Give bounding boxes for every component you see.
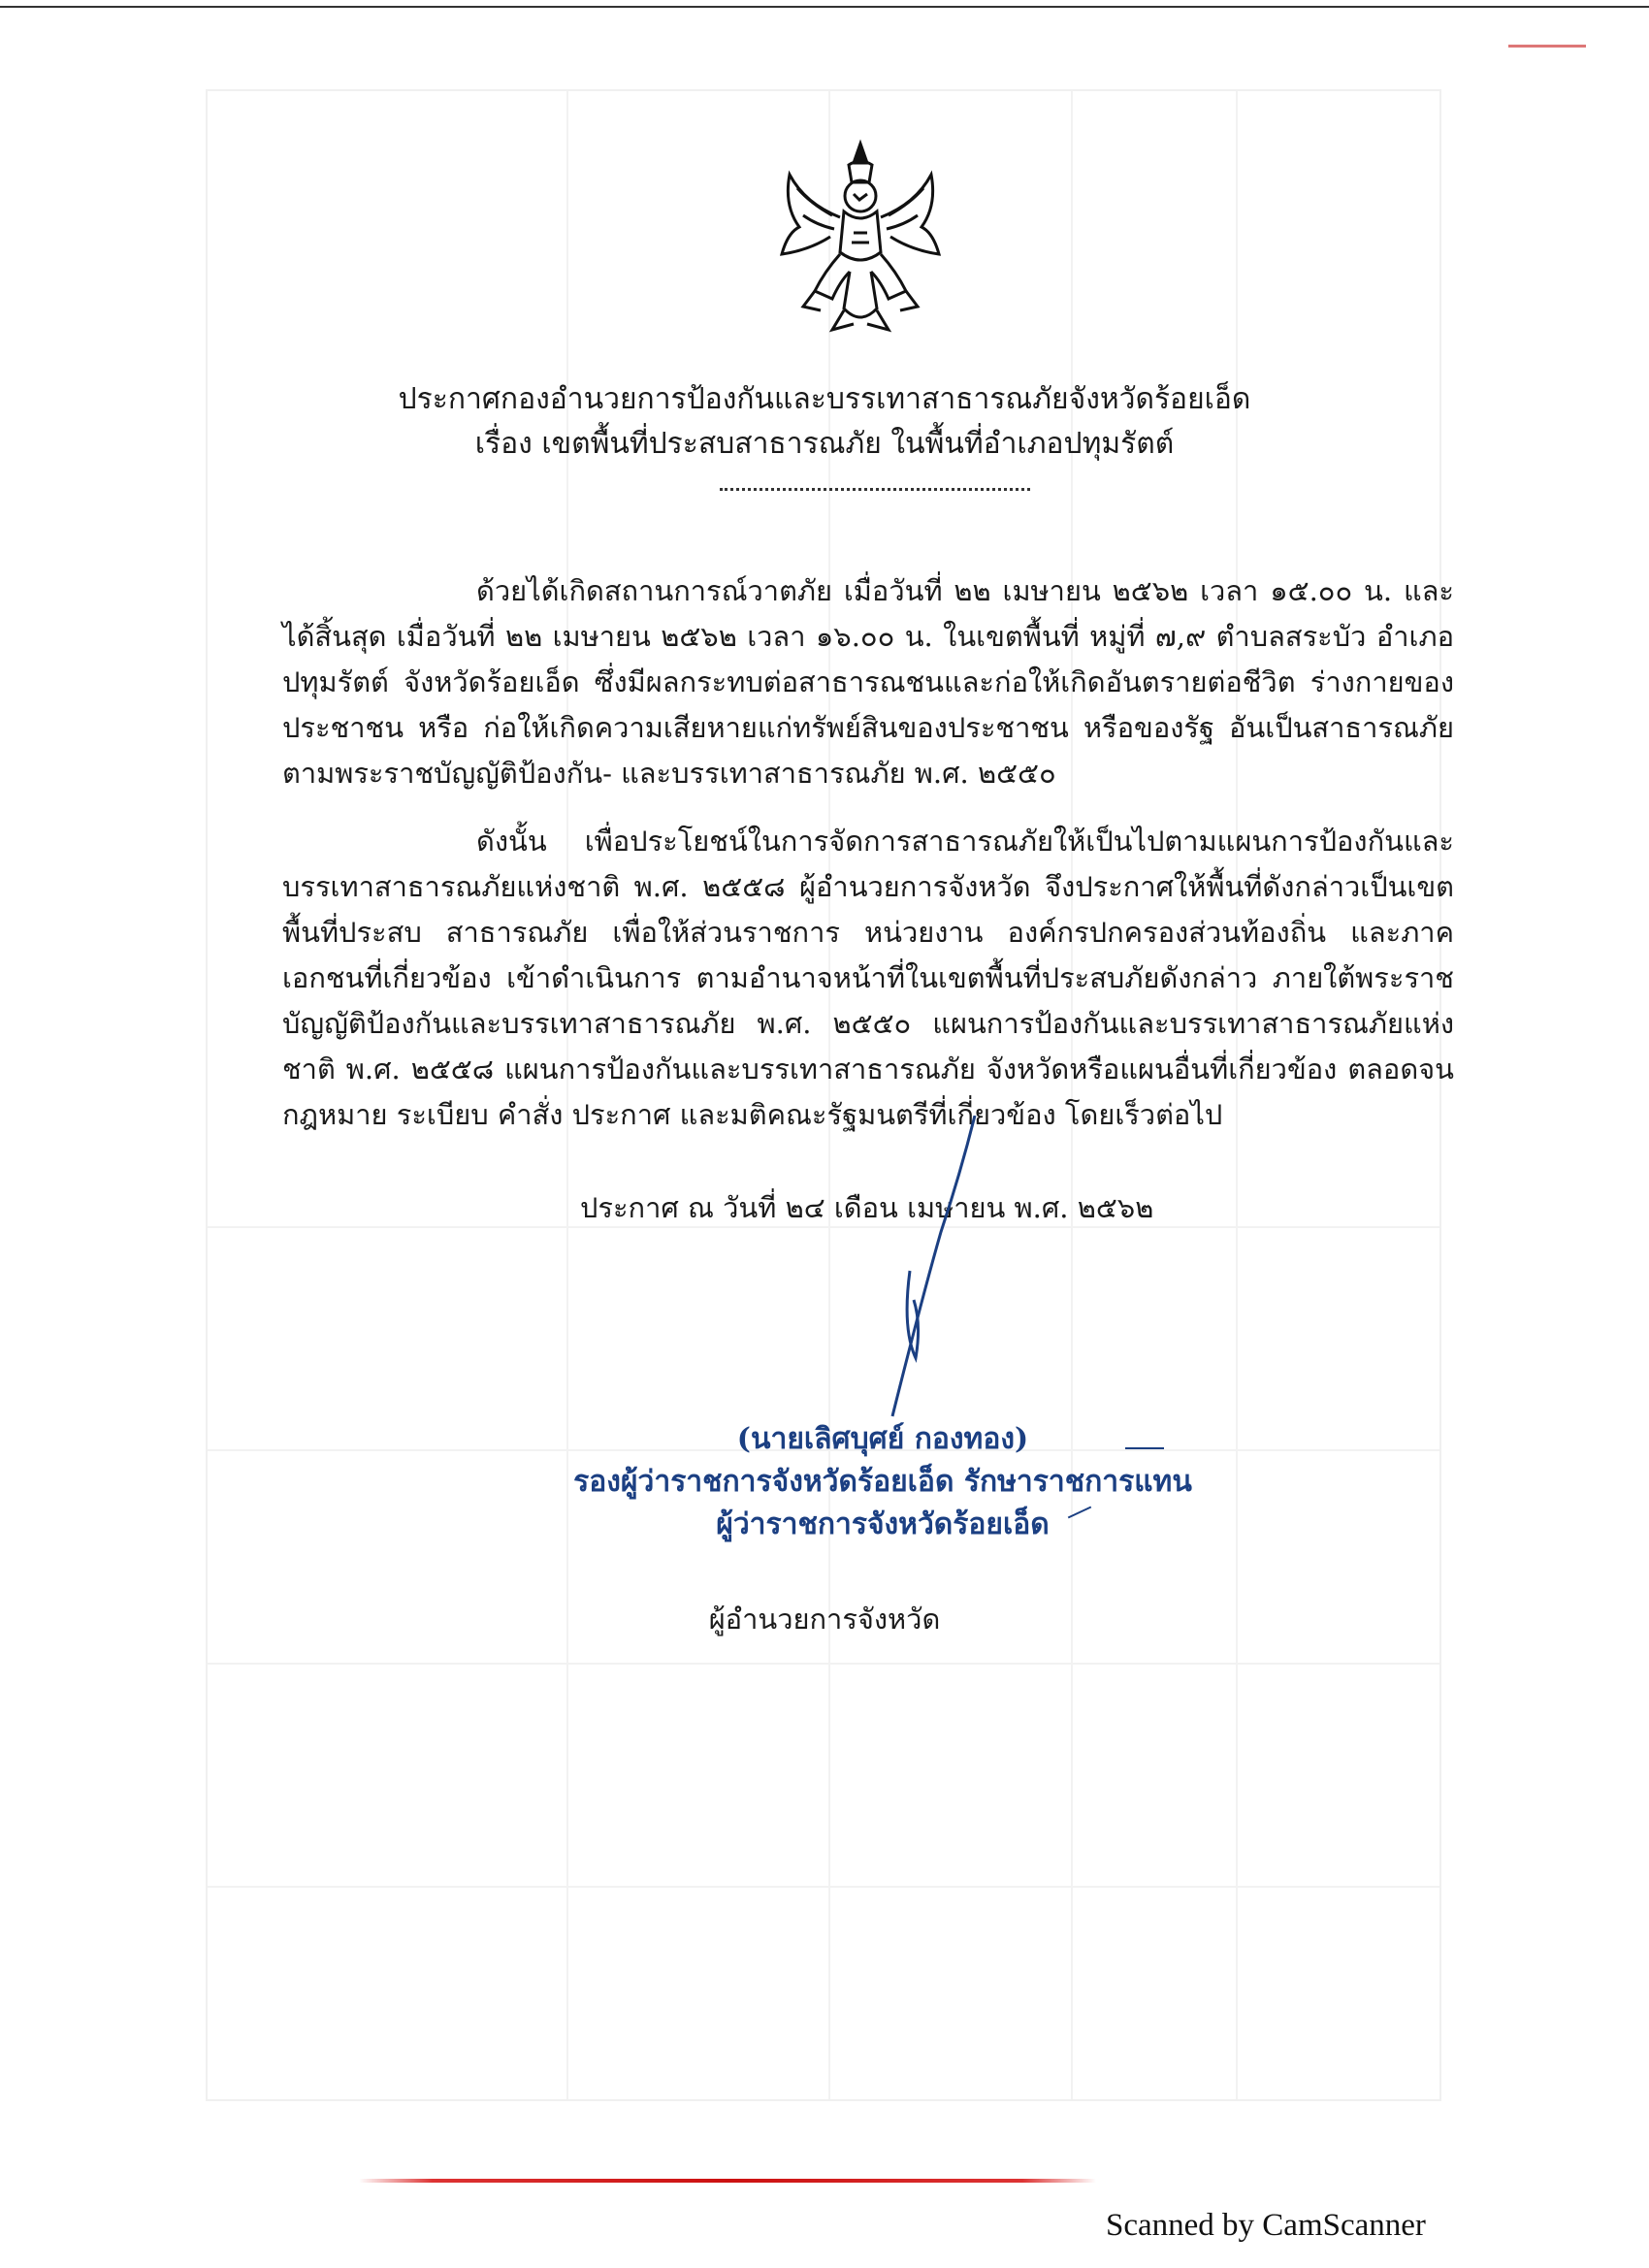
paragraph-incident-text: ด้วยได้เกิดสถานการณ์วาตภัย เมื่อวันที่ ๒๒ เมษายน ๒๕๖๒ เวลา ๑๕.๐๐ น. และได้สิ้นสุด เมื่อวันที่ ๒๒ เมษายน ๒๕๖๒ เวลา ๑๖.๐๐ น. ในเขตพื้นที่ หมู่ที่ ๗,๙ ตำบลสระบัว อำเภอปทุมรัตต์ จังหวัดร้อยเอ็ด ซึ่งมีผลกระทบต่อสาธารณชนและก่อให้เกิดอันตรายต่อชีวิต ร่างกายของประชาชน หรือ ก่อให้เกิดความเสียหายแก่ทรัพย์สินของประชาชน หรือของรัฐ อันเป็นสาธารณภัยตามพระราชบัญญัติป้องกัน- และบรรเทาสาธารณภัย พ.ศ. ๒๕๕๐ [282,574,1454,790]
scanner-watermark: Scanned by CamScanner [1106,2208,1426,2243]
signer-name: (นายเลิศบุศย์ กองทอง) [736,1422,1029,1456]
signer-role: ผู้อำนวยการจังหวัด [708,1603,941,1636]
top-scan-edge [0,6,1649,8]
paragraph-incident [282,568,1454,796]
signer-title-governor: ผู้ว่าราชการจังหวัดร้อยเอ็ด [716,1507,1050,1541]
title-divider [720,488,1030,491]
paragraph-declaration-text: ดังนั้น เพื่อประโยชน์ในการจัดการสาธารณภัยให้เป็นไปตามแผนการป้องกันและ บรรเทาสาธารณภัยแห่งชาติ พ.ศ. ๒๕๕๘ ผู้อำนวยการจังหวัด จึงประกาศให้พื้นที่ดังกล่าวเป็นเขตพื้นที่ประสบ สาธารณภัย เพื่อให้ส่วนราชการ หน่วยงาน องค์กรปกครองส่วนท้องถิ่น และภาคเอกชนที่เกี่ยวข้อง เข้าดำเนินการ ตามอำนาจหน้าที่ในเขตพื้นที่ประสบภัยดังกล่าว ภายใต้พระราชบัญญัติป้องกันและบรรเทาสาธารณภัย พ.ศ. ๒๕๕๐ แผนการป้องกันและบรรเทาสาธารณภัยแห่งชาติ พ.ศ. ๒๕๕๘ แผนการป้องกันและบรรเทาสาธารณภัย จังหวัดหรือแผนอื่นที่เกี่ยวข้อง ตลอดจนกฎหมาย ระเบียบ คำสั่ง ประกาศ และมติคณะรัฐมนตรีที่เกี่ยวข้อง โดยเร็วต่อไป [282,825,1454,1131]
stamp-dash [1125,1447,1164,1449]
signer-title: รองผู้ว่าราชการจังหวัดร้อยเอ็ด รักษาราชการแทน [573,1465,1192,1499]
announcement-title: ประกาศกองอำนวยการป้องกันและบรรเทาสาธารณภัยจังหวัดร้อยเอ็ด [398,382,1251,416]
announcement-subject: เรื่อง เขตพื้นที่ประสบสาธารณภัย ในพื้นที่อำเภอปทุมรัตต์ [474,427,1175,461]
paragraph-declaration [282,819,1454,1138]
handwritten-signature [854,1116,980,1426]
red-mark-bottom [359,2179,1096,2183]
red-mark-top [1508,45,1586,48]
announcement-date: ประกาศ ณ วันที่ ๒๔ เดือน เมษายน พ.ศ. ๒๕๖๒ [580,1191,1154,1224]
garuda-emblem-icon [776,136,946,335]
